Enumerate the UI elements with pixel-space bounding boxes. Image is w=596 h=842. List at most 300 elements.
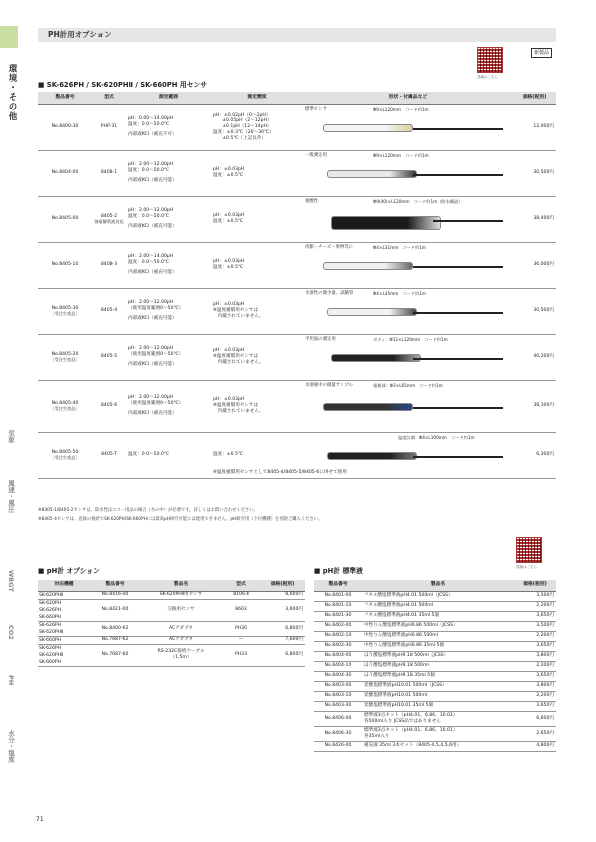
sensor-photo [303, 381, 513, 432]
sensor-number-cell [38, 288, 92, 334]
sensor-spec: Φ4×L35mm コード約1m [373, 290, 426, 296]
sensor-note-2: ※8405-4センサは、直接の接続でSK-620PH/SK-660PHには最高pH研究可能には使用できません。pH研究用（下位機種）を別途ご購入ください。 [38, 517, 323, 522]
sensor-accuracy-cell [211, 242, 303, 288]
sensor-row [38, 334, 556, 380]
option-model: SK-660PH [39, 659, 62, 665]
sensor-range-cell [126, 380, 211, 432]
standard-section-title: ■ pH計 標準液 [314, 567, 363, 575]
sensor-price: 30,500円 [513, 288, 556, 334]
sensor-model-cell [92, 196, 126, 242]
probe-image [323, 262, 413, 270]
probe-image [323, 124, 413, 132]
sensor-range-line: 内部液KCl（補充可能） [128, 270, 177, 276]
sensor-accuracy-line: pH：±0.03pH [213, 167, 245, 173]
standard-row [314, 741, 556, 751]
sensor-model-note: 強電解質液対応 [94, 219, 124, 225]
option-name: （1.5m） [170, 655, 192, 660]
sensor-range-line: 温度：0.0〜50.0℃ [128, 259, 170, 265]
sensor-number: No.8405-50 [51, 449, 79, 455]
sensor-accuracy-line: ±0.05pH（2〜12pH） [213, 118, 272, 124]
sensor-spec: Φ9(40)×L120mm コード約1m（防水構造） [373, 198, 463, 204]
sensor-number: No.8400-30 [51, 124, 79, 130]
standard-name: ほう酸塩標準液pH9.18 500ml [364, 663, 429, 669]
standard-name: 各500ml入り JCSS品ではありません [364, 718, 441, 724]
standard-price: 2,200円 [514, 631, 556, 641]
option-number: No.8400-62 [90, 621, 140, 636]
sensor-accuracy-line: ±0.5℃（上記以外） [213, 135, 267, 141]
standard-price: 6,600円 [514, 711, 556, 726]
standard-name: 標準液3点セット（pH4.01、6.86、10.01） [364, 712, 458, 718]
option-model: SK-626PH [39, 607, 62, 613]
standard-price: 3,650円 [514, 641, 556, 651]
option-model: SK-626PH [39, 622, 62, 628]
sensor-shape-title: 強酸性 [305, 198, 319, 204]
opt-header-number: 製品番号 [90, 580, 140, 591]
probe-image [331, 216, 441, 230]
sensor-shape-title: 水溶性の微少量、試験管 [305, 290, 354, 296]
option-number: No.7687-60 [90, 644, 140, 666]
sensor-number-cell [38, 380, 92, 432]
standard-row [314, 726, 556, 741]
sensor-table [38, 92, 556, 479]
sensor-range-line: pH：2.00〜12.00pH [128, 299, 174, 305]
standard-row [314, 631, 556, 641]
probe-cable [413, 174, 503, 176]
sensor-range-line: 内部液KCl（補充可能） [128, 411, 177, 417]
sensor-accuracy-cell [211, 334, 303, 380]
standard-price: 2,200円 [514, 691, 556, 701]
sensor-spec: 電極部：Φ3×L65mm コード約1m [373, 382, 443, 388]
option-name: 交換用センサ [167, 607, 195, 613]
option-name: ACアダプタ [168, 637, 193, 643]
sensor-number: No.8404-00 [51, 170, 79, 176]
sensor-price: 38,400円 [513, 196, 556, 242]
probe-cable [413, 456, 503, 458]
sensor-note-1: ※8405-1/8405-2センサは、防水性はエコー用品の場合（水の中）が必要です。詳しくはお問い合わせください。 [38, 508, 258, 513]
sensor-shape-cell [303, 196, 513, 242]
sensor-price: 30,500円 [513, 150, 556, 196]
option-row [38, 644, 305, 666]
sensor-shape-cell [303, 104, 513, 150]
standard-row [314, 691, 556, 701]
qr-code-icon-2[interactable] [516, 537, 542, 563]
sensor-range-cell [126, 432, 211, 478]
opt-header-price: 価格(税別) [260, 580, 305, 591]
standard-price: 3,650円 [514, 671, 556, 681]
side-menu-ph[interactable]: PH [7, 675, 15, 686]
sensor-shape-title: 平坦面の測定用 [305, 336, 336, 342]
probe-image [327, 308, 417, 316]
sensor-photo [303, 243, 513, 288]
sensor-range-line: （使用温度範囲0〜50℃） [128, 351, 184, 357]
standard-price: 3,650円 [514, 701, 556, 711]
option-table [38, 580, 305, 667]
option-price: 3,600円 [260, 599, 305, 621]
standard-name: フタル酸塩標準液pH4.01 500ml [364, 603, 434, 609]
option-name-cell [140, 621, 222, 636]
standard-name-cell [362, 726, 514, 741]
sensor-model-cell [92, 380, 126, 432]
sensor-model: PHP-31 [100, 124, 118, 130]
sensor-number: No.8405-00 [51, 216, 79, 222]
sensor-accuracy-line: 温度：±0.5℃ [213, 265, 244, 270]
sensor-shape-title: 標準センサ [305, 106, 327, 112]
opt-header-name: 製品名 [140, 580, 222, 591]
option-type: PH30 [222, 621, 260, 636]
sensor-accuracy-line: 温度：±0.5℃ [213, 219, 244, 224]
sensor-price: 12,000円 [513, 104, 556, 150]
option-row [38, 636, 305, 644]
sensor-accuracy-line: pH：±0.03pH [213, 397, 245, 403]
sensor-accuracy-line: 温度：±0.5℃ [213, 173, 244, 178]
sensor-number-note: ［受注生産品］ [50, 455, 80, 461]
standard-name-cell [362, 591, 514, 601]
qr-caption: 詳細はこちら [477, 75, 498, 79]
probe-image [327, 170, 417, 178]
sensor-row [38, 242, 556, 288]
option-model: SK-620PH [39, 600, 62, 606]
sensor-row [38, 196, 556, 242]
sensor-shape-cell [303, 380, 513, 432]
sensor-spec: Φ9×L120mm コード約1m [373, 152, 429, 158]
opt-header-models: 対応機種 [38, 580, 90, 591]
sensor-shape-cell [303, 150, 513, 196]
col-header-model: 型式 [92, 92, 126, 104]
probe-cable [413, 358, 503, 360]
col-header-range: 測定範囲 [126, 92, 211, 104]
sensor-number: No.8405-10 [51, 262, 79, 268]
sensor-accuracy-line: pH：±0.03pH [213, 348, 245, 354]
sensor-spec: ボディ：Φ12×L120mm コード約1m [373, 336, 448, 342]
probe-cable [413, 266, 503, 268]
std-header-number: 製品番号 [314, 580, 362, 591]
standard-name: 中性りん酸塩標準液pH6.86 35ml 5個 [364, 643, 444, 649]
sensor-accuracy-cell [211, 432, 347, 478]
sensor-range-line: 温度：0.0〜50.0℃ [128, 167, 170, 173]
sensor-number: No.8405-40 [51, 400, 79, 406]
option-model: SK-660PH [39, 637, 62, 643]
sensor-model-cell [92, 150, 126, 196]
option-models-cell [38, 599, 90, 621]
standard-row [314, 591, 556, 601]
standard-number: No.8404-30 [314, 671, 362, 681]
sensor-accuracy-line: ±0.1pH（12〜14pH） [213, 124, 272, 130]
standard-price: 3,800円 [514, 681, 556, 691]
sensor-model: 8408-1 [100, 170, 118, 176]
standard-name: フタル酸塩標準液pH4.01 35ml 5個 [364, 613, 440, 619]
page-number: 71 [36, 816, 44, 823]
standard-number: No.8403-00 [314, 681, 362, 691]
page-header-title: PH計用オプション [48, 30, 112, 39]
sensor-model: 8405-5 [100, 354, 118, 360]
standard-price: 2,200円 [514, 661, 556, 671]
probe-image [331, 354, 421, 362]
standard-row [314, 651, 556, 661]
sensor-range-line: 内部液KCl（補充可能） [128, 224, 177, 230]
sensor-model-cell [92, 334, 126, 380]
option-section-title: ■ pH計 オプション [38, 567, 100, 575]
sensor-section-title: ■ SK-626PH / SK-620PHⅡ / SK-660PH 用センサ [38, 81, 207, 89]
option-name-cell [140, 644, 222, 666]
qr-caption-2: 詳細はこちら [516, 565, 537, 569]
standard-price: 2,650円 [514, 726, 556, 741]
sensor-accuracy-line: 内蔵されていません。 [213, 408, 264, 414]
sensor-accuracy-line: ※温度補償用センサは [213, 308, 259, 314]
option-models-cell [38, 644, 90, 666]
standard-row [314, 681, 556, 691]
sensor-range-line: 内部液KCl（補充可能） [128, 362, 177, 368]
standard-table [314, 580, 556, 752]
sensor-range-line: pH：0.00〜14.00pH [128, 115, 174, 121]
standard-name: 標準液3点セット（pH4.01、6.86、10.01） [364, 727, 458, 733]
standard-name-cell [362, 641, 514, 651]
standard-price: 3,500円 [514, 591, 556, 601]
sensor-accuracy-line: 温度：±0.3℃（20〜30℃） [213, 129, 274, 135]
option-row [38, 621, 305, 636]
standard-name-cell [362, 711, 514, 726]
sensor-range-line: （使用温度範囲0〜50℃） [128, 305, 184, 311]
option-number: No.7687-62 [90, 636, 140, 644]
standard-row [314, 701, 556, 711]
sensor-shape-cell [303, 242, 513, 288]
sensor-accuracy-line: pH：±0.03pH [213, 302, 245, 308]
standard-number: No.8401-30 [314, 611, 362, 621]
opt-header-type: 型式 [222, 580, 260, 591]
standard-name-cell [362, 631, 514, 641]
sensor-model: 8405-T [101, 452, 117, 458]
standard-row [314, 611, 556, 621]
side-menu-wbgt[interactable]: WBGT [7, 570, 15, 592]
sensor-row [38, 150, 556, 196]
sensor-model-cell [92, 242, 126, 288]
standard-name-cell [362, 661, 514, 671]
new-product-badge: 新製品 [531, 48, 552, 58]
standard-number: No.8406-30 [314, 726, 362, 741]
sensor-number-cell [38, 150, 92, 196]
sensor-range-line: pH：2.00〜12.00pH [128, 394, 174, 400]
col-header-accuracy: 測定精度 [211, 92, 303, 104]
standard-number: No.8402-00 [314, 621, 362, 631]
standard-name-cell [362, 681, 514, 691]
standard-row [314, 661, 556, 671]
standard-row [314, 711, 556, 726]
option-name-cell [140, 636, 222, 644]
side-menu-wind[interactable]: 風速・風圧 [7, 480, 15, 513]
standard-name: 補充液 35ml 3本セット（8405-4,5,4,5,6用） [364, 743, 462, 749]
standard-name: 炭酸塩標準液pH10.01 500ml [364, 693, 428, 699]
sensor-range-line: 温度：0.0〜50.0℃ [128, 121, 170, 127]
probe-cable [413, 128, 503, 130]
option-type: 8603 [222, 599, 260, 621]
sensor-range-line: pH：2.00〜14.00pH [128, 253, 174, 259]
side-menu-weather[interactable]: 気象 [7, 430, 15, 443]
sensor-range-line: 内部液KCl（補充可能） [128, 178, 177, 184]
option-name: ACアダプタ [168, 625, 193, 631]
sensor-photo [303, 151, 513, 196]
option-row [38, 599, 305, 621]
probe-image [327, 452, 417, 460]
standard-name-cell [362, 741, 514, 751]
sensor-number-note: ［受注生産品］ [50, 357, 80, 363]
standard-number: No.8404-00 [314, 651, 362, 661]
option-models-cell [38, 591, 90, 599]
col-header-number: 製品番号 [38, 92, 92, 104]
option-price: 6,800円 [260, 621, 305, 636]
qr-code-icon[interactable] [477, 47, 503, 73]
std-header-price: 価格(税別) [514, 580, 556, 591]
sensor-photo [303, 105, 513, 150]
sensor-number-note: ［受注生産品］ [50, 406, 80, 412]
sensor-shape-cell [303, 432, 513, 478]
sensor-range-line: 温度：0.0〜50.0℃ [128, 213, 170, 219]
sensor-accuracy-cell [211, 150, 303, 196]
category-vertical-title: 環境・その他 [7, 64, 17, 121]
standard-price: 2,200円 [514, 601, 556, 611]
option-name: RS-232C接続ケーブル [157, 649, 205, 655]
option-model: SK-620PHⅡ [39, 652, 64, 658]
sensor-accuracy-line: 温度：±0.5℃ [213, 452, 244, 458]
sensor-accuracy-line: pH：±0.03pH [213, 213, 245, 219]
sensor-range-line: pH：2.00〜12.00pH [128, 345, 174, 351]
option-price: 8,600円 [260, 591, 305, 599]
standard-number: No.8401-10 [314, 601, 362, 611]
standard-price: 3,800円 [514, 651, 556, 661]
option-number: No.8416-00 [90, 591, 140, 599]
sensor-model-cell [92, 288, 126, 334]
sensor-range-cell [126, 104, 211, 150]
sensor-accuracy-cell [211, 288, 303, 334]
sensor-shape-title: 肉類・チーズ・果物等に [305, 244, 354, 250]
option-price: 7,600円 [260, 636, 305, 644]
sensor-accuracy-line: 内蔵されていません。 [213, 359, 264, 365]
standard-name-cell [362, 701, 514, 711]
std-header-name: 製品名 [362, 580, 514, 591]
option-type: 8106-Ⅱ [222, 591, 260, 599]
probe-cable [413, 407, 503, 409]
standard-name-cell [362, 671, 514, 681]
standard-name: 中性りん酸塩標準液pH6.86 500ml（JCSS） [364, 623, 458, 629]
sensor-accuracy-cell [211, 196, 303, 242]
sensor-range-cell [126, 196, 211, 242]
sensor-price: 40,200円 [513, 334, 556, 380]
standard-number: No.8403-30 [314, 701, 362, 711]
option-name-cell [140, 599, 222, 621]
sensor-number-cell [38, 432, 92, 478]
standard-name: 炭酸塩標準液pH10.01 35ml 5個 [364, 703, 434, 709]
sensor-number-cell [38, 104, 92, 150]
standard-price: 3,500円 [514, 621, 556, 631]
sensor-number-cell [38, 242, 92, 288]
sensor-spec: 温度計測：Φ4×L100mm コード約1m [398, 434, 475, 440]
standard-number: No.8404-10 [314, 661, 362, 671]
standard-name-cell [362, 601, 514, 611]
col-header-shape: 形状・付属品など [303, 92, 513, 104]
sensor-photo [303, 335, 513, 380]
option-model: SK-620PHⅡ [39, 592, 64, 598]
sensor-range-cell [126, 334, 211, 380]
sensor-range-cell [126, 242, 211, 288]
sensor-range-line: 内部液KCl（補充不可） [128, 132, 177, 138]
sensor-price: 6,300円 [513, 432, 556, 478]
sensor-range-line: pH：2.00〜12.00pH [128, 161, 174, 167]
standard-price: 4,800円 [514, 741, 556, 751]
sensor-photo [303, 433, 513, 478]
standard-name: フタル酸塩標準液pH4.01 500ml（JCSS） [364, 593, 453, 599]
sensor-number-cell [38, 334, 92, 380]
option-models-cell [38, 621, 90, 636]
option-model: SK-660PH [39, 614, 62, 620]
side-menu-moisture[interactable]: 水分・塩度 [7, 730, 15, 763]
standard-name: ほう酸塩標準液pH9.18 500ml（JCSS） [364, 653, 449, 659]
sensor-price: 36,000円 [513, 242, 556, 288]
sensor-photo [303, 197, 513, 242]
sensor-shape-cell [303, 334, 513, 380]
sensor-model-cell [92, 432, 126, 478]
standard-row [314, 671, 556, 681]
option-price: 6,800円 [260, 644, 305, 666]
standard-number: No.8401-00 [314, 591, 362, 601]
sensor-spec: Φ4×L31mm コード約1m [373, 244, 426, 250]
sensor-number-cell [38, 196, 92, 242]
sensor-row [38, 432, 556, 478]
standard-name: 炭酸塩標準液pH10.01 500ml（JCSS） [364, 683, 447, 689]
sensor-number-note: ［受注生産品］ [50, 311, 80, 317]
sensor-shape-cell [303, 288, 513, 334]
probe-image [323, 403, 413, 411]
standard-name: ほう酸塩標準液pH9.18 35ml 5個 [364, 673, 435, 679]
sensor-photo [303, 289, 513, 334]
sensor-row [38, 288, 556, 334]
side-menu-co2[interactable]: CO2 [7, 625, 15, 640]
sensor-accuracy-line: ※温度補償用センサは [213, 354, 259, 360]
sensor-model-cell [92, 104, 126, 150]
sensor-shape-title: 水溶液中の微量サンプル [305, 382, 353, 388]
standard-row [314, 621, 556, 631]
standard-row [314, 601, 556, 611]
sensor-price: 38,100円 [513, 380, 556, 432]
standard-number: No.8402-30 [314, 641, 362, 651]
page-header-bar [38, 28, 556, 42]
option-row [38, 591, 305, 599]
sensor-row [38, 104, 556, 150]
probe-cable [413, 312, 503, 314]
option-type: — [222, 636, 260, 644]
standard-name-cell [362, 611, 514, 621]
standard-number: No.8402-10 [314, 631, 362, 641]
sensor-range-cell [126, 288, 211, 334]
sensor-accuracy-cell [211, 380, 303, 432]
sensor-range-line: 内部液KCl（補充可能） [128, 316, 177, 322]
sensor-accuracy-line: 内蔵されていません。 [213, 313, 264, 319]
option-name: SK-620PHⅡ用センサ [159, 592, 203, 598]
standard-price: 3,650円 [514, 611, 556, 621]
option-type: PH33 [222, 644, 260, 666]
col-header-price: 価格(税別) [513, 92, 556, 104]
sensor-table-note: ※温度補償用センサとして8405-4/8405-5/8405-6に併せて使用 [213, 469, 347, 475]
probe-cable [433, 220, 503, 222]
option-number: No.8421-00 [90, 599, 140, 621]
sensor-model: 8405-4 [100, 308, 118, 314]
section-color-tab [0, 26, 18, 48]
sensor-model: 8405-6 [100, 403, 118, 409]
standard-name-cell [362, 691, 514, 701]
sensor-accuracy-line: pH：±0.02pH（0〜2pH） [213, 112, 271, 118]
sensor-accuracy-line: ※温度補償用センサは [213, 403, 259, 409]
sensor-number: No.8405-20 [51, 351, 79, 357]
option-model: SK-620PHⅡ [39, 629, 64, 635]
sensor-range-line: pH：2.00〜12.00pH [128, 207, 174, 213]
standard-number: No.8406-00 [314, 711, 362, 726]
